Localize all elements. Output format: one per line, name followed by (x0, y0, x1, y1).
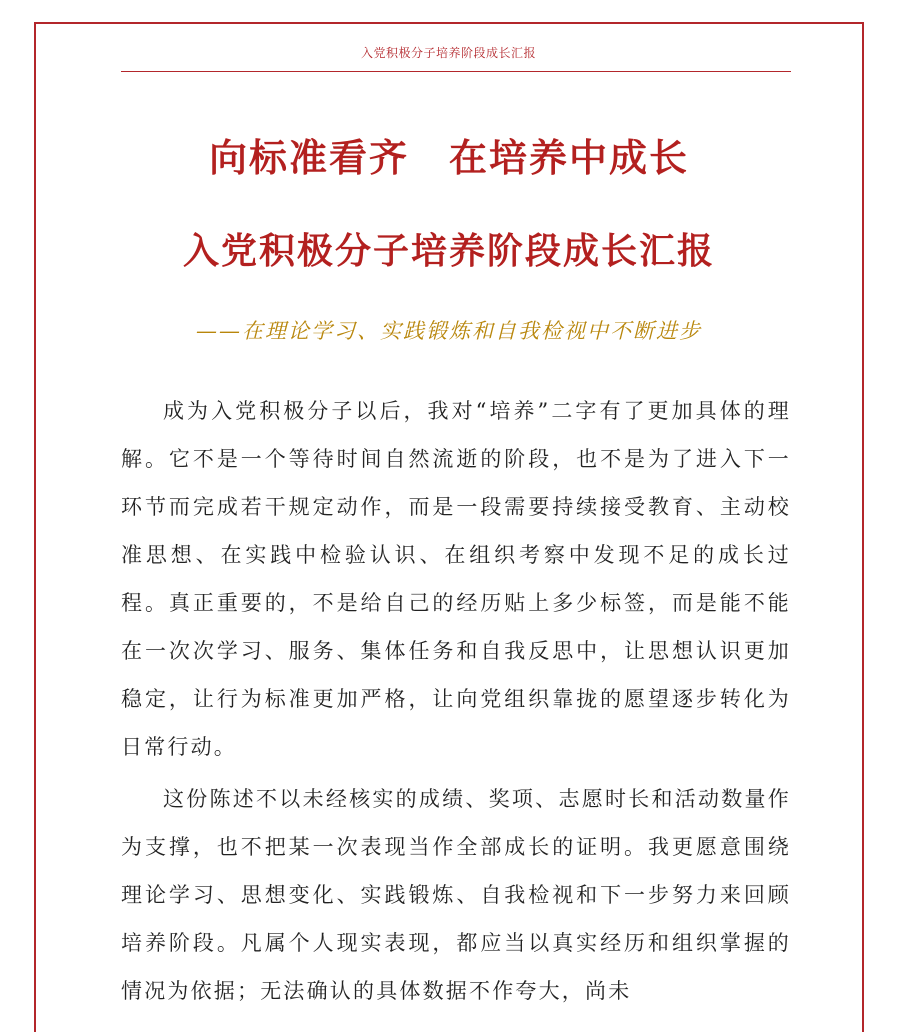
main-title: 向标准看齐 在培养中成长 (208, 136, 689, 180)
paragraph: 这份陈述不以未经核实的成绩、奖项、志愿时长和活动数量作为支撑，也不把某一次表现当作全部成长的证明。我更愿意围绕理论学习、思想变化、实践锻炼、自我检视和下一步努力来回顾培养阶段。凡属个人现实表现，都应当以真实经历和组织掌握的情况为依据；无法确认的具体数据不作夸大，尚未 (121, 787, 791, 1003)
tagline: ——在理论学习、实践锻炼和自我检视中不断进步 (196, 319, 702, 343)
document-page (34, 22, 864, 1032)
sub-title: 入党积极分子培养阶段成长汇报 (182, 231, 715, 272)
body-text (121, 387, 791, 1019)
paragraph: 成为入党积极分子以后，我对“培养”二字有了更加具体的理解。它不是一个等待时间自然流逝的阶段，也不是为了进入下一环节而完成若干规定动作，而是一段需要持续接受教育、主动校准思想、在实践中检验认识、在组织考察中发现不足的成长过程。真正重要的，不是给自己的经历贴上多少标签，而是能不能在一次次学习、服务、集体任务和自我反思中，让思想认识更加稳定，让行为标准更加严格，让向党组织靠拢的愿望逐步转化为日常行动。 (121, 399, 791, 759)
running-header: 入党积极分子培养阶段成长汇报 (360, 46, 536, 60)
header-divider (121, 71, 791, 72)
